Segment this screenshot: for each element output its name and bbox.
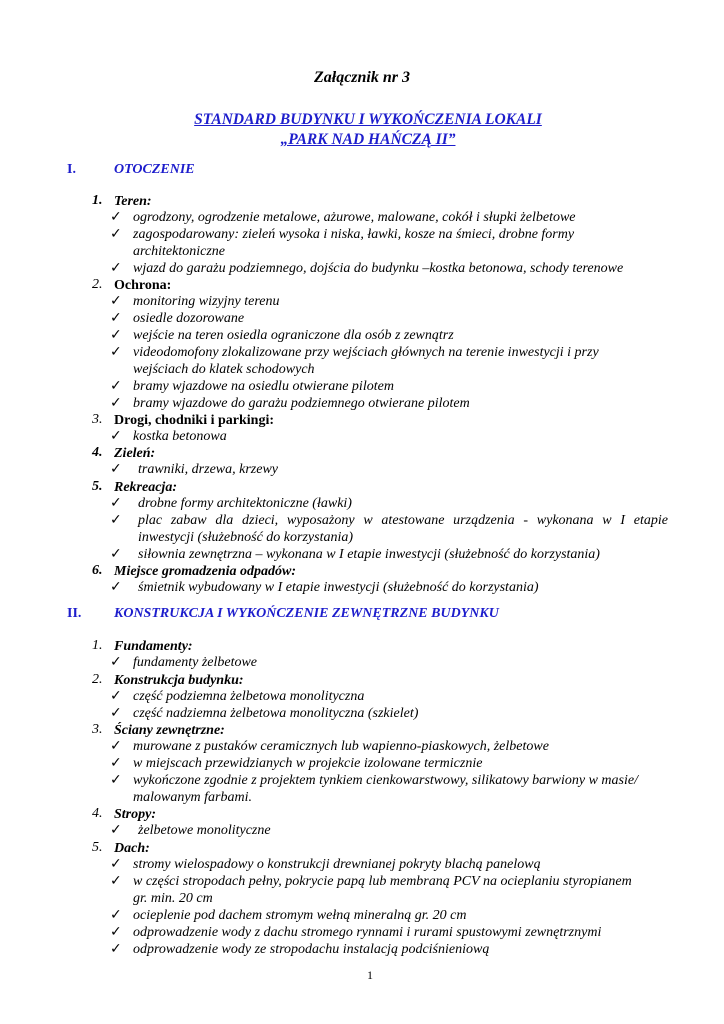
item-label-teren: Teren: bbox=[114, 194, 152, 209]
section-number: I. bbox=[67, 162, 76, 177]
item-label-stropy: Stropy: bbox=[114, 807, 156, 822]
bullet-text: odprowadzenie wody z dachu stromego rynnami i rurami spustowymi zewnętrznymi bbox=[133, 925, 602, 940]
item-number: 4. bbox=[92, 806, 103, 821]
check-icon: ✓ bbox=[110, 705, 122, 721]
item-label-fundamenty: Fundamenty: bbox=[114, 639, 193, 654]
item-number: 4. bbox=[92, 445, 103, 460]
check-icon: ✓ bbox=[110, 755, 122, 771]
check-icon: ✓ bbox=[110, 822, 122, 838]
bullet-text: wejściach do klatek schodowych bbox=[133, 362, 315, 377]
item-label-konstrukcja: Konstrukcja budynku: bbox=[114, 673, 244, 688]
check-icon: ✓ bbox=[110, 688, 122, 704]
item-label-rekreacja: Rekreacja: bbox=[114, 480, 177, 495]
section-name: KONSTRUKCJA I WYKOŃCZENIE ZEWNĘTRZNE BUDYNKU bbox=[114, 606, 499, 621]
attachment-heading: Załącznik nr 3 bbox=[313, 69, 410, 86]
item-label-zielen: Zieleń: bbox=[114, 446, 156, 461]
check-icon: ✓ bbox=[110, 260, 122, 276]
check-icon: ✓ bbox=[110, 209, 122, 225]
section-heading-otoczenie bbox=[67, 162, 195, 178]
check-icon: ✓ bbox=[110, 873, 122, 889]
bullet-text: drobne formy architektoniczne (ławki) bbox=[138, 496, 352, 511]
check-icon: ✓ bbox=[110, 428, 122, 444]
bullet-text: odprowadzenie wody ze stropodachu instalacją podciśnieniową bbox=[133, 942, 490, 957]
bullet-text: videodomofony zlokalizowane przy wejściach głównych na terenie inwestycji i przy bbox=[133, 345, 599, 360]
item-number: 3. bbox=[92, 722, 103, 737]
check-icon: ✓ bbox=[110, 395, 122, 411]
check-icon: ✓ bbox=[110, 327, 122, 343]
bullet-text: monitoring wizyjny terenu bbox=[133, 294, 280, 309]
item-label-ochrona: Ochrona: bbox=[114, 278, 172, 293]
bullet-text: kostka betonowa bbox=[133, 429, 227, 444]
item-number: 6. bbox=[92, 563, 103, 578]
page-number: 1 bbox=[367, 968, 373, 982]
item-number: 5. bbox=[92, 840, 103, 855]
bullet-text: trawniki, drzewa, krzewy bbox=[138, 462, 278, 477]
bullet-text: bramy wjazdowe do garażu podziemnego otwierane pilotem bbox=[133, 396, 470, 411]
item-number: 3. bbox=[92, 412, 103, 427]
bullet-text: stromy wielospadowy o konstrukcji drewnianej pokryty blachą panelową bbox=[133, 857, 541, 872]
item-label-sciany: Ściany zewnętrzne: bbox=[114, 723, 225, 738]
bullet-text: architektoniczne bbox=[133, 244, 226, 259]
check-icon: ✓ bbox=[110, 226, 122, 242]
bullet-text: osiedle dozorowane bbox=[133, 311, 245, 326]
bullet-text: wejście na teren osiedla ograniczone dla osób z zewnątrz bbox=[133, 328, 454, 343]
item-label-drogi: Drogi, chodniki i parkingi: bbox=[114, 413, 275, 428]
check-icon: ✓ bbox=[110, 941, 122, 957]
item-number: 1. bbox=[92, 638, 103, 653]
bullet-text: część nadziemna żelbetowa monolityczna (szkielet) bbox=[133, 706, 419, 721]
bullet-text: ogrodzony, ogrodzenie metalowe, ażurowe, malowane, cokół i słupki żelbetowe bbox=[133, 210, 576, 225]
item-label-odpady: Miejsce gromadzenia odpadów: bbox=[114, 564, 296, 579]
check-icon: ✓ bbox=[110, 924, 122, 940]
bullet-text: bramy wjazdowe na osiedlu otwierane pilotem bbox=[133, 379, 394, 394]
document-title-line1: STANDARD BUDYNKU I WYKOŃCZENIA LOKALI bbox=[194, 111, 542, 128]
check-icon: ✓ bbox=[110, 654, 122, 670]
bullet-text: fundamenty żelbetowe bbox=[133, 655, 258, 670]
bullet-text: część podziemna żelbetowa monolityczna bbox=[133, 689, 365, 704]
bullet-text: ocieplenie pod dachem stromym wełną mineralną gr. 20 cm bbox=[133, 908, 467, 923]
item-number: 2. bbox=[92, 672, 103, 687]
bullet-text: zagospodarowany: zieleń wysoka i niska, ławki, kosze na śmieci, drobne formy bbox=[133, 227, 575, 242]
item-label-dach: Dach: bbox=[114, 841, 150, 856]
check-icon: ✓ bbox=[110, 907, 122, 923]
check-icon: ✓ bbox=[110, 579, 122, 595]
item-number: 2. bbox=[92, 277, 103, 292]
bullet-text: gr. min. 20 cm bbox=[133, 891, 213, 906]
bullet-text: śmietnik wybudowany w I etapie inwestycji (służebność do korzystania) bbox=[138, 580, 539, 595]
bullet-text: w miejscach przewidzianych w projekcie izolowane termicznie bbox=[133, 756, 483, 771]
section-heading-konstrukcja bbox=[67, 606, 499, 622]
check-icon: ✓ bbox=[110, 738, 122, 754]
section-number: II. bbox=[67, 606, 82, 621]
bullet-text: wjazd do garażu podziemnego, dojścia do budynku –kostka betonowa, schody terenowe bbox=[133, 261, 624, 276]
check-icon: ✓ bbox=[110, 546, 122, 562]
item-number: 5. bbox=[92, 479, 103, 494]
bullet-text: żelbetowe monolityczne bbox=[138, 823, 271, 838]
check-icon: ✓ bbox=[110, 495, 122, 511]
bullet-text: murowane z pustaków ceramicznych lub wapienno-piaskowych, żelbetowe bbox=[133, 739, 549, 754]
check-icon: ✓ bbox=[110, 310, 122, 326]
check-icon: ✓ bbox=[110, 512, 122, 528]
check-icon: ✓ bbox=[110, 772, 122, 788]
document-title-line2: „PARK NAD HAŃCZĄ II” bbox=[280, 131, 456, 148]
bullet-text: plac zabaw dla dzieci, wyposażony w atestowane urządzenia - wykonana w I etapie bbox=[138, 513, 668, 528]
check-icon: ✓ bbox=[110, 378, 122, 394]
bullet-text: siłownia zewnętrzna – wykonana w I etapie inwestycji (służebność do korzystania) bbox=[138, 547, 600, 562]
bullet-text: inwestycji (służebność do korzystania) bbox=[138, 530, 354, 545]
check-icon: ✓ bbox=[110, 856, 122, 872]
bullet-text: malowanym farbami. bbox=[133, 790, 252, 805]
check-icon: ✓ bbox=[110, 344, 122, 360]
item-number: 1. bbox=[92, 193, 103, 208]
check-icon: ✓ bbox=[110, 293, 122, 309]
bullet-text: wykończone zgodnie z projektem tynkiem cienkowarstwowy, silikatowy barwiony w masie/ bbox=[133, 773, 638, 788]
check-icon: ✓ bbox=[110, 461, 122, 477]
bullet-text: w części stropodach pełny, pokrycie papą lub membraną PCV na ocieplaniu styropianem bbox=[133, 874, 632, 889]
section-name: OTOCZENIE bbox=[114, 162, 195, 177]
